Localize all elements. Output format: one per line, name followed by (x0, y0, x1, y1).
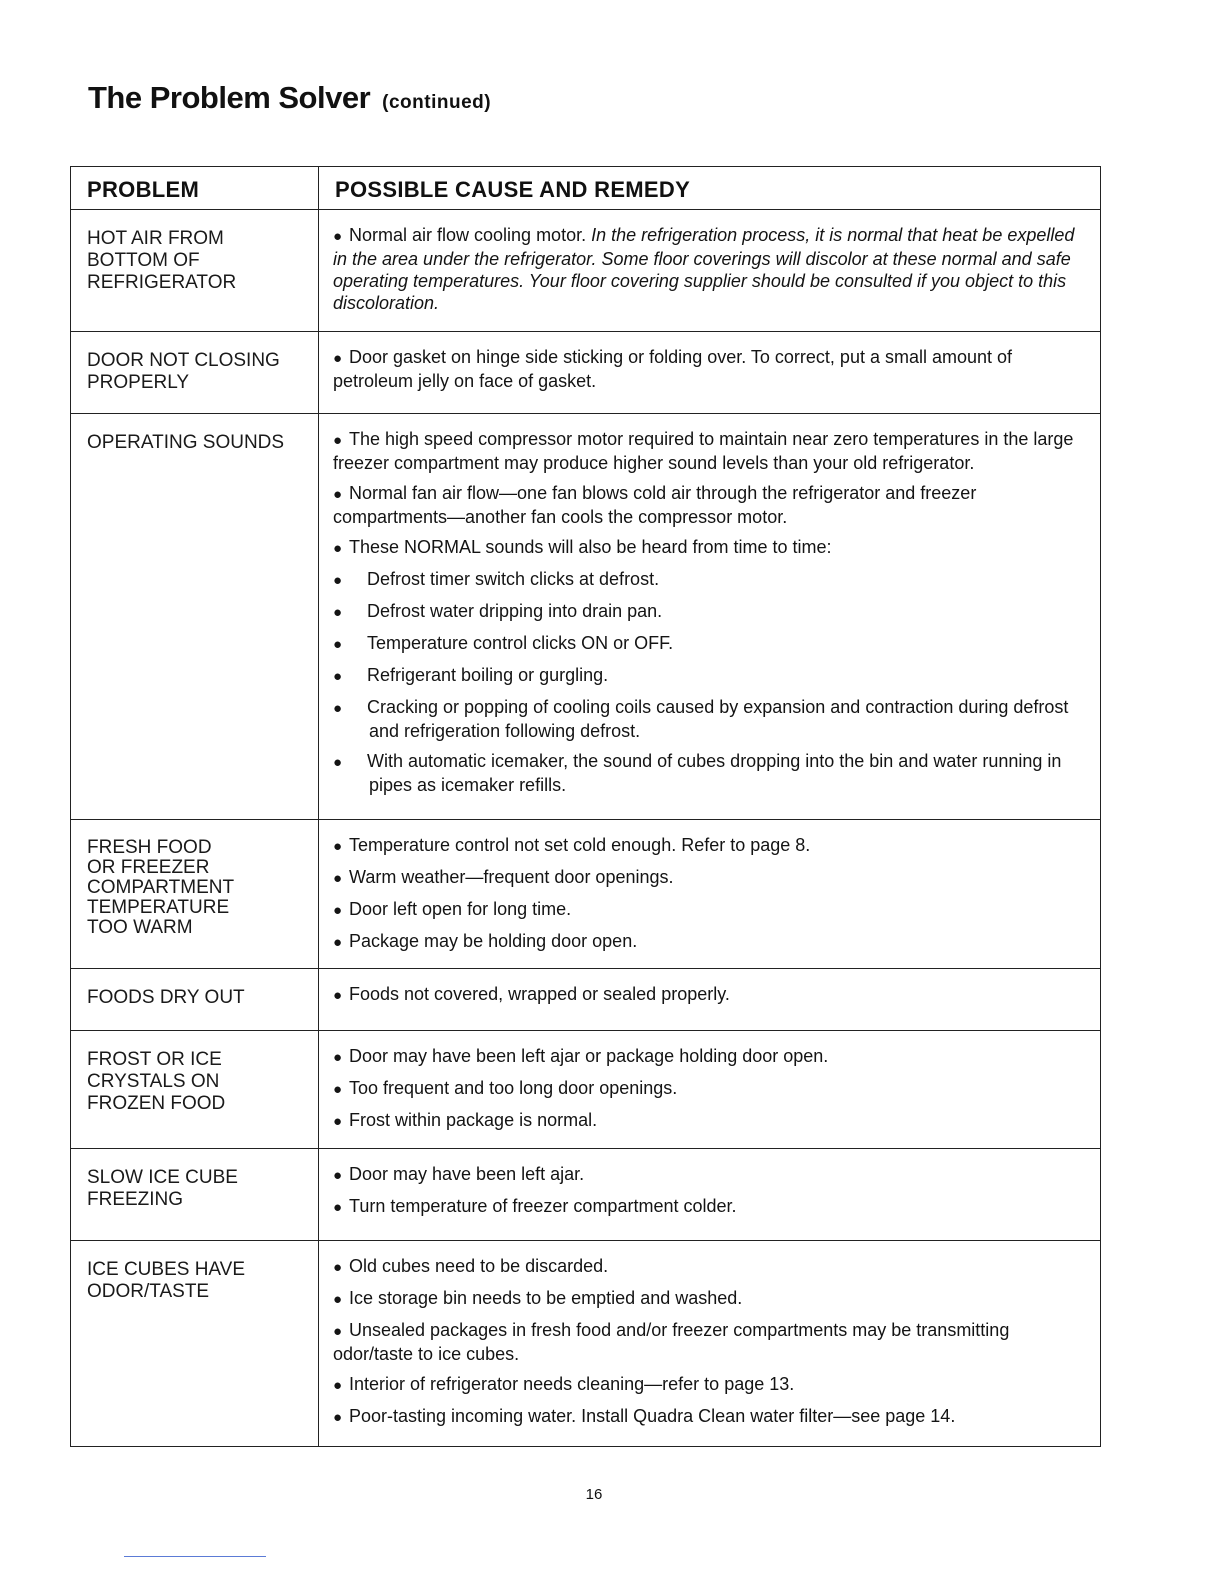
bullet-icon: ● (333, 540, 343, 557)
remedy-cell (319, 820, 1101, 969)
bullet-icon: ● (333, 1323, 343, 1340)
table-row (71, 414, 1101, 820)
bullet-icon: ● (333, 1081, 343, 1098)
remedy-item: ● Foods not covered, wrapped or sealed properly. (333, 983, 1084, 1007)
page-subtitle: (continued) (382, 92, 492, 113)
problem-line: BOTTOM OF (87, 250, 200, 271)
bullet-icon: ● (333, 1049, 343, 1066)
bullet-icon: ● (333, 668, 343, 685)
remedy-cell (319, 210, 1101, 332)
bullet-icon: ● (333, 934, 343, 951)
bullet-icon: ● (333, 486, 343, 503)
remedy-cell (319, 1241, 1101, 1447)
remedy-subitem: ● Temperature control clicks ON or OFF. (351, 632, 1084, 656)
remedy-item: ● Door left open for long time. (333, 898, 1084, 922)
remedy-item: ● The high speed compressor motor required to maintain near zero temperatures in the large freezer compartment may produce higher sound levels than your old refrigerator. (333, 429, 1074, 473)
bullet-icon: ● (333, 636, 343, 653)
remedy-item: ● Door may have been left ajar or package holding door open. (333, 1045, 1084, 1069)
table-row (71, 332, 1101, 414)
remedy-item: ● Interior of refrigerator needs cleaning—refer to page 13. (333, 1373, 1084, 1397)
remedy-cell (319, 414, 1101, 820)
problem-cell (71, 969, 319, 1031)
bullet-icon: ● (333, 1199, 343, 1216)
problem-line: DOOR NOT CLOSING (87, 350, 280, 371)
footer-rule (124, 1556, 266, 1557)
remedy-cell (319, 1149, 1101, 1241)
bullet-icon: ● (333, 1291, 343, 1308)
problem-cell (71, 414, 319, 820)
remedy-item: ● Door gasket on hinge side sticking or folding over. To correct, put a small amount of petroleum jelly on face of gasket. (333, 347, 1013, 391)
column-header-remedy: POSSIBLE CAUSE AND REMEDY (319, 167, 1101, 210)
remedy-item: ● Unsealed packages in fresh food and/or freezer compartments may be transmitting odor/taste to ice cubes. (333, 1320, 1010, 1364)
remedy-item: ● Door may have been left ajar. (333, 1163, 1084, 1187)
remedy-item: ● Normal fan air flow—one fan blows cold air through the refrigerator and freezer compartments—another fan cools the compressor motor. (333, 483, 977, 527)
problem-cell (71, 1031, 319, 1149)
remedy-italic-text: In the refrigeration process, it is normal that heat be expelled in the area under the refrigerator. Some floor coverings will discolor at these normal and safe operating temperatures. Your floor covering supplier should be consulted if you object to this discoloration. (333, 225, 1075, 313)
bullet-icon: ● (333, 1167, 343, 1184)
remedy-subitem: ● Defrost timer switch clicks at defrost. (351, 568, 1084, 592)
problem-line: REFRIGERATOR (87, 272, 237, 293)
bullet-icon: ● (333, 987, 343, 1004)
table-row (71, 1031, 1101, 1149)
problem-line: HOT AIR FROM (87, 228, 224, 249)
remedy-item: ● Warm weather—frequent door openings. (333, 866, 1084, 890)
problem-cell (71, 210, 319, 332)
table-row (71, 210, 1101, 332)
problem-line: ICE CUBES HAVE (87, 1259, 246, 1280)
bullet-icon: ● (333, 838, 343, 855)
remedy-item: ● Old cubes need to be discarded. (333, 1255, 1084, 1279)
page-number: 16 (585, 1486, 603, 1503)
bullet-icon: ● (333, 902, 343, 919)
problem-line: TEMPERATURE (87, 897, 230, 918)
bullet-icon: ● (333, 870, 343, 887)
problem-line: FRESH FOOD (87, 837, 212, 858)
problem-line: FROZEN FOOD (87, 1093, 226, 1114)
remedy-item: ● Frost within package is normal. (333, 1109, 1084, 1133)
bullet-icon: ● (333, 228, 343, 245)
remedy-item: ● Ice storage bin needs to be emptied and washed. (333, 1287, 1084, 1311)
problem-line: OPERATING SOUNDS (87, 432, 285, 453)
problem-cell (71, 1241, 319, 1447)
problem-line: CRYSTALS ON (87, 1071, 220, 1092)
bullet-icon: ● (333, 604, 343, 621)
problem-line: TOO WARM (87, 917, 193, 938)
table-header-row (71, 167, 1101, 210)
problem-solver-table (70, 166, 1101, 1447)
remedy-cell (319, 1031, 1101, 1149)
remedy-subitem: ● Defrost water dripping into drain pan. (351, 600, 1084, 624)
bullet-icon: ● (333, 700, 343, 717)
bullet-icon: ● (333, 1259, 343, 1276)
column-header-problem: PROBLEM (71, 167, 319, 210)
remedy-item: ● These NORMAL sounds will also be heard from time to time: (333, 536, 1084, 560)
problem-line: FOODS DRY OUT (87, 987, 245, 1008)
table-row (71, 1149, 1101, 1241)
problem-line: SLOW ICE CUBE (87, 1167, 238, 1188)
problem-cell (71, 1149, 319, 1241)
problem-cell (71, 332, 319, 414)
table-row (71, 1241, 1101, 1447)
remedy-subitem: ● Refrigerant boiling or gurgling. (351, 664, 1084, 688)
bullet-icon: ● (333, 350, 343, 367)
table-row (71, 820, 1101, 969)
remedy-item: ● Normal air flow cooling motor. In the refrigeration process, it is normal that heat be expelled in the area under the refrigerator. Some floor coverings will discolor at these normal and safe operating temperatures. Your floor covering supplier should be consulted if you object to this discoloration. (333, 225, 1075, 313)
remedy-item: ● Poor-tasting incoming water. Install Quadra Clean water filter—see page 14. (333, 1405, 1084, 1429)
problem-line: ODOR/TASTE (87, 1281, 210, 1302)
remedy-item: ● Too frequent and too long door openings. (333, 1077, 1084, 1101)
problem-line: FREEZING (87, 1189, 184, 1210)
bullet-icon: ● (333, 754, 343, 771)
problem-cell (71, 820, 319, 969)
problem-line: COMPARTMENT (87, 877, 235, 898)
bullet-icon: ● (333, 1113, 343, 1130)
problem-line: OR FREEZER (87, 857, 210, 878)
bullet-icon: ● (333, 1409, 343, 1426)
remedy-subitem: ● With automatic icemaker, the sound of cubes dropping into the bin and water running in pipes as icemaker refills. (333, 751, 1062, 795)
remedy-subitem: ● Cracking or popping of cooling coils caused by expansion and contraction during defrost and refrigeration following defrost. (333, 697, 1069, 741)
remedy-cell (319, 969, 1101, 1031)
bullet-icon: ● (333, 572, 343, 589)
remedy-item: ● Package may be holding door open. (333, 930, 1084, 954)
remedy-item: ● Turn temperature of freezer compartment colder. (333, 1195, 1084, 1219)
remedy-cell (319, 332, 1101, 414)
remedy-item: ● Temperature control not set cold enough. Refer to page 8. (333, 834, 1084, 858)
table-row (71, 969, 1101, 1031)
page-title: The Problem Solver (continued) (88, 80, 492, 115)
bullet-icon: ● (333, 432, 343, 449)
problem-line: FROST OR ICE (87, 1049, 222, 1070)
problem-line: PROPERLY (87, 372, 190, 393)
bullet-icon: ● (333, 1377, 343, 1394)
